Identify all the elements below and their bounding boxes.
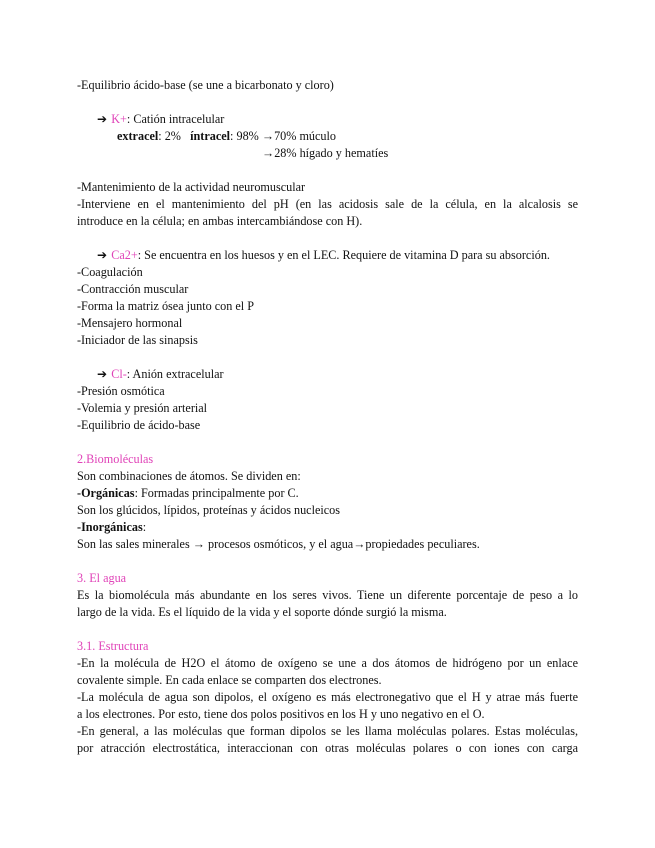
text-line: -Coagulación <box>77 265 143 279</box>
text-line: a los electrones. Por esto, tiene dos polos positivos en los H y uno negativo en el O. <box>77 707 485 721</box>
organicas-line <box>77 486 299 501</box>
section-heading-biomoleculas: 2.Biomoléculas <box>77 452 154 466</box>
text-line: introduce en la célula; en ambas intercambiándose con H). <box>77 214 363 228</box>
potassium-heading <box>97 112 224 127</box>
potassium-title: K+ <box>111 112 127 126</box>
text-line: largo de la vida. Es el líquido de la vida y el soporte dónde surgió la misma. <box>77 605 447 619</box>
section-heading-agua: 3. El agua <box>77 571 127 585</box>
text-line: -En general, a las moléculas que forman dipolos se les llama moléculas polares. Estas moléculas, <box>77 724 578 738</box>
text-line: -Presión osmótica <box>77 384 165 398</box>
inorganicas-line <box>77 520 146 535</box>
calcium-desc: : Se encuentra en los huesos y en el LEC. Requiere de vitamina D para su absorción. <box>137 248 550 262</box>
potassium-distribution <box>117 129 336 144</box>
text-line: por atracción electrostática, interaccionan con otras moléculas polares o con iones con carga <box>77 741 578 755</box>
arrow-bullet-icon: ➔ <box>97 367 108 381</box>
section-heading-estructura: 3.1. Estructura <box>77 639 149 653</box>
liver-value: →28% hígado y hematíes <box>262 146 389 160</box>
organicas-label: Orgánicas <box>81 486 135 500</box>
text-line: -Mantenimiento de la actividad neuromuscular <box>77 180 306 194</box>
text-line: -Forma la matriz ósea junto con el P <box>77 299 255 313</box>
extracel-value: : 2% <box>158 129 181 143</box>
intracel-label: íntracel <box>190 129 231 143</box>
text-line: -Equilibrio ácido-base (se une a bicarbonato y cloro) <box>77 78 334 92</box>
inorganicas-label: Inorgánicas <box>81 520 143 534</box>
text-line: covalente simple. En cada enlace se comparten dos electrones. <box>77 673 382 687</box>
text-line: Son las sales minerales → procesos osmóticos, y el agua→propiedades peculiares. <box>77 537 480 551</box>
text-line: -Iniciador de las sinapsis <box>77 333 198 347</box>
arrow-bullet-icon: ➔ <box>97 112 108 126</box>
intracel-value: : 98% <box>230 129 259 143</box>
arrow-bullet-icon: ➔ <box>97 248 108 262</box>
text-line: -Contracción muscular <box>77 282 189 296</box>
text-line: -En la molécula de H2O el átomo de oxígeno se une a dos átomos de hidrógeno por un enlace <box>77 656 578 670</box>
text-line: -Equilibrio de ácido-base <box>77 418 201 432</box>
muscle-value: →70% múculo <box>258 129 337 143</box>
text-line: -Volemia y presión arterial <box>77 401 208 415</box>
calcium-title: Ca2+ <box>111 248 138 262</box>
organicas-text: : Formadas principalmente por C. <box>134 486 299 500</box>
inorganicas-colon: : <box>142 520 147 534</box>
potassium-desc: : Catión intracelular <box>126 112 225 126</box>
organicas-dash: - <box>77 486 82 500</box>
text-line: -La molécula de agua son dipolos, el oxígeno es más electronegativo que el H y atrae más fuerte <box>77 690 578 704</box>
calcium-heading <box>97 248 550 263</box>
text-line: Son combinaciones de átomos. Se dividen en: <box>77 469 301 483</box>
chloride-heading <box>97 367 224 382</box>
text-line: Son los glúcidos, lípidos, proteínas y ácidos nucleicos <box>77 503 341 517</box>
extracel-label: extracel <box>117 129 159 143</box>
text-line: Es la biomolécula más abundante en los seres vivos. Tiene un diferente porcentaje de peso a lo <box>77 588 578 602</box>
text-line: -Interviene en el mantenimiento del pH (en las acidosis sale de la célula, en la alcalosis se <box>77 197 578 211</box>
text-line: -Mensajero hormonal <box>77 316 183 330</box>
inorganicas-dash: - <box>77 520 82 534</box>
chloride-title: Cl- <box>111 367 127 381</box>
chloride-desc: : Anión extracelular <box>126 367 224 381</box>
